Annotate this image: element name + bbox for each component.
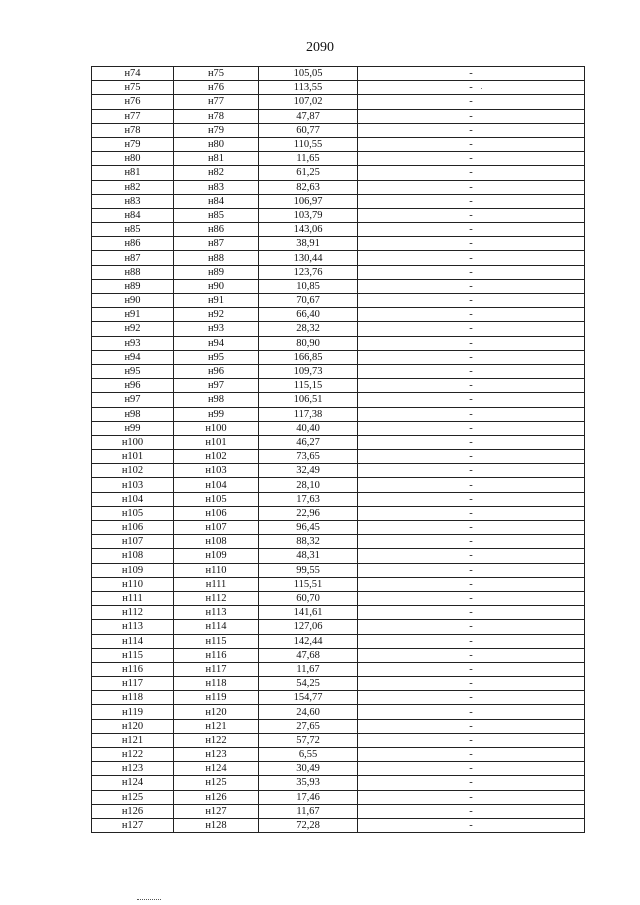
table-row [92,450,585,464]
point-to-cell: н85 [174,208,259,222]
length-cell: 28,32 [259,322,358,336]
table-row [92,620,585,634]
point-from-cell: н83 [92,194,174,208]
point-to-cell: н79 [174,123,259,137]
length-cell: 11,67 [259,662,358,676]
note-cell: - [358,818,585,832]
note-cell: - [358,521,585,535]
table-row [92,95,585,109]
table-row [92,421,585,435]
note-cell: - [358,123,585,137]
point-to-cell: н75 [174,67,259,81]
length-cell: 46,27 [259,435,358,449]
length-cell: 30,49 [259,762,358,776]
point-from-cell: н125 [92,790,174,804]
note-cell: - [358,237,585,251]
point-to-cell: н126 [174,790,259,804]
point-from-cell: н97 [92,393,174,407]
point-from-cell: н77 [92,109,174,123]
point-to-cell: н82 [174,166,259,180]
note-cell: - [358,95,585,109]
point-to-cell: н112 [174,591,259,605]
note-cell: - [358,67,585,81]
length-cell: 113,55 [259,81,358,95]
length-cell: 17,63 [259,492,358,506]
note-cell: - [358,421,585,435]
table-row [92,166,585,180]
table-row [92,435,585,449]
point-to-cell: н107 [174,521,259,535]
length-cell: 154,77 [259,691,358,705]
point-from-cell: н115 [92,648,174,662]
point-to-cell: н119 [174,691,259,705]
point-to-cell: н100 [174,421,259,435]
point-from-cell: н117 [92,677,174,691]
point-to-cell: н128 [174,818,259,832]
length-cell: 166,85 [259,350,358,364]
table-body [92,67,585,833]
point-from-cell: н74 [92,67,174,81]
point-from-cell: н108 [92,549,174,563]
length-cell: 72,28 [259,818,358,832]
point-to-cell: н87 [174,237,259,251]
point-to-cell: н113 [174,606,259,620]
note-cell: - [358,364,585,378]
length-cell: 60,77 [259,123,358,137]
table-row [92,549,585,563]
point-to-cell: н125 [174,776,259,790]
point-from-cell: н104 [92,492,174,506]
point-from-cell: н90 [92,294,174,308]
point-from-cell: н114 [92,634,174,648]
length-cell: 106,97 [259,194,358,208]
point-to-cell: н120 [174,705,259,719]
point-from-cell: н85 [92,223,174,237]
point-to-cell: н88 [174,251,259,265]
table-row [92,350,585,364]
note-cell: - [358,549,585,563]
point-to-cell: н127 [174,804,259,818]
table-row [92,762,585,776]
length-cell: 28,10 [259,478,358,492]
table-row [92,194,585,208]
table-row [92,67,585,81]
point-to-cell: н78 [174,109,259,123]
note-cell: - [358,691,585,705]
note-cell: - [358,450,585,464]
point-to-cell: н91 [174,294,259,308]
point-from-cell: н102 [92,464,174,478]
table-row [92,804,585,818]
scan-artifact [481,88,482,89]
point-to-cell: н81 [174,152,259,166]
note-cell: - [358,606,585,620]
length-cell: 54,25 [259,677,358,691]
point-to-cell: н105 [174,492,259,506]
point-from-cell: н96 [92,379,174,393]
point-from-cell: н116 [92,662,174,676]
length-cell: 105,05 [259,67,358,81]
point-to-cell: н94 [174,336,259,350]
point-to-cell: н109 [174,549,259,563]
length-cell: 6,55 [259,748,358,762]
length-cell: 107,02 [259,95,358,109]
length-cell: 106,51 [259,393,358,407]
length-cell: 66,40 [259,308,358,322]
length-cell: 22,96 [259,506,358,520]
point-to-cell: н102 [174,450,259,464]
table-row [92,492,585,506]
point-from-cell: н112 [92,606,174,620]
point-to-cell: н89 [174,265,259,279]
point-to-cell: н124 [174,762,259,776]
point-to-cell: н80 [174,137,259,151]
note-cell: - [358,506,585,520]
length-cell: 57,72 [259,733,358,747]
note-cell: - [358,137,585,151]
point-from-cell: н103 [92,478,174,492]
table-row [92,818,585,832]
length-cell: 11,67 [259,804,358,818]
point-from-cell: н106 [92,521,174,535]
point-from-cell: н105 [92,506,174,520]
table-row [92,705,585,719]
note-cell: - [358,336,585,350]
point-from-cell: н75 [92,81,174,95]
length-cell: 73,65 [259,450,358,464]
length-cell: 127,06 [259,620,358,634]
length-cell: 35,93 [259,776,358,790]
note-cell: - [358,719,585,733]
point-to-cell: н77 [174,95,259,109]
note-cell: - [358,464,585,478]
point-from-cell: н119 [92,705,174,719]
point-from-cell: н89 [92,279,174,293]
length-cell: 117,38 [259,407,358,421]
table-row [92,137,585,151]
length-cell: 11,65 [259,152,358,166]
length-cell: 80,90 [259,336,358,350]
note-cell: - [358,535,585,549]
length-cell: 141,61 [259,606,358,620]
note-cell: - [358,492,585,506]
point-from-cell: н123 [92,762,174,776]
note-cell: - [358,152,585,166]
point-to-cell: н111 [174,577,259,591]
table-row [92,577,585,591]
point-from-cell: н107 [92,535,174,549]
table-row [92,606,585,620]
length-cell: 143,06 [259,223,358,237]
note-cell: - [358,634,585,648]
point-from-cell: н98 [92,407,174,421]
point-from-cell: н109 [92,563,174,577]
length-cell: 109,73 [259,364,358,378]
point-from-cell: н100 [92,435,174,449]
note-cell: - [358,790,585,804]
note-cell: - [358,591,585,605]
point-to-cell: н90 [174,279,259,293]
point-from-cell: н79 [92,137,174,151]
point-from-cell: н76 [92,95,174,109]
length-cell: 40,40 [259,421,358,435]
note-cell: - [358,804,585,818]
table-row [92,294,585,308]
point-from-cell: н82 [92,180,174,194]
length-cell: 103,79 [259,208,358,222]
table-row [92,251,585,265]
note-cell: - [358,166,585,180]
note-cell: - [358,279,585,293]
note-cell: - [358,223,585,237]
note-cell: - [358,677,585,691]
point-from-cell: н111 [92,591,174,605]
table-row [92,223,585,237]
table-row [92,506,585,520]
point-from-cell: н91 [92,308,174,322]
note-cell: - [358,776,585,790]
length-cell: 110,55 [259,137,358,151]
point-from-cell: н80 [92,152,174,166]
table-row [92,478,585,492]
point-to-cell: н118 [174,677,259,691]
length-cell: 115,15 [259,379,358,393]
point-to-cell: н96 [174,364,259,378]
note-cell: - [358,662,585,676]
point-to-cell: н123 [174,748,259,762]
length-cell: 115,51 [259,577,358,591]
table-row [92,265,585,279]
point-from-cell: н113 [92,620,174,634]
note-cell: - [358,563,585,577]
note-cell: - [358,705,585,719]
point-to-cell: н84 [174,194,259,208]
length-cell: 27,65 [259,719,358,733]
length-cell: 61,25 [259,166,358,180]
length-cell: 47,68 [259,648,358,662]
point-to-cell: н101 [174,435,259,449]
table-row [92,521,585,535]
table-row [92,208,585,222]
table-row [92,677,585,691]
table-row [92,393,585,407]
point-to-cell: н97 [174,379,259,393]
point-to-cell: н76 [174,81,259,95]
table-row [92,733,585,747]
table-row [92,535,585,549]
point-from-cell: н95 [92,364,174,378]
note-cell: - [358,435,585,449]
table-row [92,237,585,251]
length-cell: 24,60 [259,705,358,719]
point-to-cell: н116 [174,648,259,662]
point-to-cell: н104 [174,478,259,492]
point-to-cell: н83 [174,180,259,194]
point-from-cell: н101 [92,450,174,464]
table-row [92,180,585,194]
point-from-cell: н122 [92,748,174,762]
note-cell: - [358,81,585,95]
point-from-cell: н81 [92,166,174,180]
table-row [92,123,585,137]
note-cell: - [358,208,585,222]
length-cell: 10,85 [259,279,358,293]
note-cell: - [358,762,585,776]
note-cell: - [358,251,585,265]
length-cell: 82,63 [259,180,358,194]
point-from-cell: н86 [92,237,174,251]
note-cell: - [358,478,585,492]
table-row [92,591,585,605]
point-from-cell: н118 [92,691,174,705]
point-from-cell: н88 [92,265,174,279]
point-from-cell: н78 [92,123,174,137]
note-cell: - [358,350,585,364]
table-row [92,691,585,705]
point-from-cell: н127 [92,818,174,832]
length-cell: 130,44 [259,251,358,265]
note-cell: - [358,733,585,747]
table-row [92,634,585,648]
length-cell: 60,70 [259,591,358,605]
length-cell: 70,67 [259,294,358,308]
length-cell: 32,49 [259,464,358,478]
point-to-cell: н117 [174,662,259,676]
point-to-cell: н103 [174,464,259,478]
point-from-cell: н93 [92,336,174,350]
table-row [92,719,585,733]
table-row [92,662,585,676]
note-cell: - [358,407,585,421]
note-cell: - [358,294,585,308]
note-cell: - [358,620,585,634]
table-row [92,308,585,322]
point-from-cell: н124 [92,776,174,790]
table-row [92,336,585,350]
point-from-cell: н84 [92,208,174,222]
point-to-cell: н98 [174,393,259,407]
length-cell: 48,31 [259,549,358,563]
scan-artifact-bottom [137,899,161,900]
point-from-cell: н110 [92,577,174,591]
table-row [92,748,585,762]
note-cell: - [358,379,585,393]
point-to-cell: н93 [174,322,259,336]
point-from-cell: н126 [92,804,174,818]
table-row [92,648,585,662]
length-cell: 99,55 [259,563,358,577]
table-row [92,109,585,123]
note-cell: - [358,393,585,407]
length-cell: 88,32 [259,535,358,549]
table-row [92,379,585,393]
table-row [92,790,585,804]
point-from-cell: н99 [92,421,174,435]
point-from-cell: н87 [92,251,174,265]
length-cell: 96,45 [259,521,358,535]
length-cell: 17,46 [259,790,358,804]
table-row [92,563,585,577]
note-cell: - [358,308,585,322]
point-to-cell: н110 [174,563,259,577]
table-row [92,152,585,166]
table-row [92,364,585,378]
note-cell: - [358,194,585,208]
point-to-cell: н106 [174,506,259,520]
table-row [92,322,585,336]
point-to-cell: н86 [174,223,259,237]
point-to-cell: н121 [174,719,259,733]
length-cell: 38,91 [259,237,358,251]
note-cell: - [358,748,585,762]
point-to-cell: н115 [174,634,259,648]
point-from-cell: н121 [92,733,174,747]
point-from-cell: н94 [92,350,174,364]
page-number: 2090 [306,40,334,55]
table-row [92,81,585,95]
table-row [92,464,585,478]
point-from-cell: н120 [92,719,174,733]
point-to-cell: н95 [174,350,259,364]
note-cell: - [358,577,585,591]
point-to-cell: н92 [174,308,259,322]
note-cell: - [358,322,585,336]
point-to-cell: н114 [174,620,259,634]
note-cell: - [358,648,585,662]
length-cell: 142,44 [259,634,358,648]
note-cell: - [358,180,585,194]
table-row [92,776,585,790]
point-to-cell: н122 [174,733,259,747]
point-from-cell: н92 [92,322,174,336]
point-to-cell: н108 [174,535,259,549]
point-to-cell: н99 [174,407,259,421]
boundary-segments-table [91,66,585,833]
note-cell: - [358,265,585,279]
table-row [92,279,585,293]
note-cell: - [358,109,585,123]
length-cell: 47,87 [259,109,358,123]
length-cell: 123,76 [259,265,358,279]
table-row [92,407,585,421]
